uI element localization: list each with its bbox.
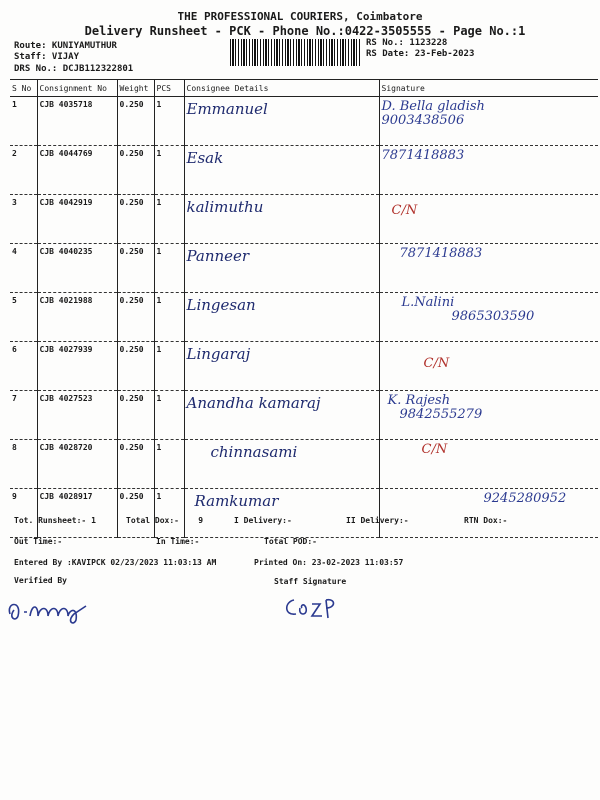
consignee-cell xyxy=(184,342,379,391)
weight: 0.250 xyxy=(117,195,154,244)
consignment-number: CJB 4028917 xyxy=(37,489,117,538)
consignee-name: Panneer xyxy=(186,247,250,265)
column-header: Weight xyxy=(117,80,154,97)
staff-signature-label: Staff Signature xyxy=(274,577,347,586)
weight: 0.250 xyxy=(117,97,154,146)
serial-number: 1 xyxy=(10,97,37,146)
signature-phone: 9842555279 xyxy=(399,407,483,422)
table-header-row xyxy=(10,80,598,97)
serial-number: 3 xyxy=(10,195,37,244)
consignment-number: CJB 4021988 xyxy=(37,293,117,342)
rs-date: RS Date: 23-Feb-2023 xyxy=(366,49,475,59)
signature-cell xyxy=(379,489,598,538)
entered-by: Entered By :KAVIPCK 02/23/2023 11:03:13 AM xyxy=(14,558,217,567)
document-title: THE PROFESSIONAL COURIERS, Coimbatore xyxy=(177,10,423,23)
consignment-number: CJB 4028720 xyxy=(37,440,117,489)
column-header: Signature xyxy=(379,80,598,97)
column-header: S No xyxy=(10,80,37,97)
signature-cell xyxy=(379,391,598,440)
table-row xyxy=(10,440,598,489)
weight: 0.250 xyxy=(117,293,154,342)
pieces: 1 xyxy=(154,244,184,293)
consignment-number: CJB 4035718 xyxy=(37,97,117,146)
consignee-cell xyxy=(184,391,379,440)
document-subtitle: Delivery Runsheet - PCK - Phone No.:0422-3505555 - Page No.:1 xyxy=(84,24,526,38)
signature-cell xyxy=(379,195,598,244)
consignee-name: kalimuthu xyxy=(186,198,264,216)
table-row xyxy=(10,293,598,342)
total-runsheet: Tot. Runsheet:- 1 xyxy=(14,516,96,525)
pieces: 1 xyxy=(154,391,184,440)
weight: 0.250 xyxy=(117,440,154,489)
table-row xyxy=(10,342,598,391)
signature-phone: 9003438506 xyxy=(381,113,465,128)
serial-number: 4 xyxy=(10,244,37,293)
consignee-name: Emmanuel xyxy=(186,100,268,118)
staff-signature-icon xyxy=(282,592,352,622)
signature-phone: 9865303590 xyxy=(451,309,535,324)
consignee-name: Lingesan xyxy=(186,296,256,314)
pieces: 1 xyxy=(154,146,184,195)
consignment-number: CJB 4044769 xyxy=(37,146,117,195)
consignee-name: Anandha kamaraj xyxy=(186,394,321,412)
signature-line: C/N xyxy=(423,356,450,371)
consignment-number: CJB 4027523 xyxy=(37,391,117,440)
consignee-cell xyxy=(184,97,379,146)
consignee-name: Ramkumar xyxy=(194,492,279,510)
signature-line: 9245280952 xyxy=(483,491,567,506)
serial-number: 7 xyxy=(10,391,37,440)
table-row xyxy=(10,489,598,538)
serial-number: 5 xyxy=(10,293,37,342)
drs-number: DRS No.: DCJB112322801 xyxy=(14,64,134,74)
consignee-cell xyxy=(184,440,379,489)
consignee-cell xyxy=(184,195,379,244)
consignment-number: CJB 4042919 xyxy=(37,195,117,244)
runsheet-table xyxy=(10,79,598,538)
weight: 0.250 xyxy=(117,146,154,195)
signature-line: K. Rajesh xyxy=(387,393,451,408)
in-time: In Time:- xyxy=(156,537,200,546)
signature-line: 7871418883 xyxy=(399,246,483,261)
printed-on: Printed On: 23-02-2023 11:03:57 xyxy=(254,558,404,567)
table-row xyxy=(10,97,598,146)
rtn-dox: RTN Dox:- xyxy=(464,516,508,525)
consignment-number: CJB 4040235 xyxy=(37,244,117,293)
column-header: Consignment No xyxy=(37,80,117,97)
weight: 0.250 xyxy=(117,342,154,391)
pieces: 1 xyxy=(154,342,184,391)
weight: 0.250 xyxy=(117,244,154,293)
column-header: PCS xyxy=(154,80,184,97)
signature-line: 7871418883 xyxy=(381,148,465,163)
verified-by-label: Verified By xyxy=(14,576,67,585)
table-row xyxy=(10,195,598,244)
weight: 0.250 xyxy=(117,391,154,440)
out-time: Out Time:- xyxy=(14,537,63,546)
i-delivery: I Delivery:- xyxy=(234,516,292,525)
signature-line: L.Nalini xyxy=(401,295,455,310)
rs-number: RS No.: 1123228 xyxy=(366,38,448,48)
consignee-name: Esak xyxy=(186,149,224,167)
pieces: 1 xyxy=(154,195,184,244)
consignee-cell xyxy=(184,244,379,293)
column-header: Consignee Details xyxy=(184,80,379,97)
consignment-number: CJB 4027939 xyxy=(37,342,117,391)
ii-delivery: II Delivery:- xyxy=(346,516,409,525)
pieces: 1 xyxy=(154,489,184,538)
signature-cell xyxy=(379,440,598,489)
table-row xyxy=(10,146,598,195)
pieces: 1 xyxy=(154,293,184,342)
serial-number: 9 xyxy=(10,489,37,538)
route-label: Route: KUNIYAMUTHUR xyxy=(14,41,117,51)
signature-line: C/N xyxy=(391,203,418,218)
staff-label: Staff: VIJAY xyxy=(14,52,80,62)
serial-number: 8 xyxy=(10,440,37,489)
serial-number: 2 xyxy=(10,146,37,195)
consignee-cell xyxy=(184,489,379,538)
consignee-name: Lingaraj xyxy=(186,345,251,363)
signature-line: D. Bella gladish xyxy=(381,99,485,114)
signature-cell xyxy=(379,342,598,391)
table-row xyxy=(10,244,598,293)
total-dox: Total Dox:- 9 xyxy=(126,516,204,525)
signature-cell xyxy=(379,97,598,146)
pieces: 1 xyxy=(154,440,184,489)
serial-number: 6 xyxy=(10,342,37,391)
signature-cell xyxy=(379,293,598,342)
pieces: 1 xyxy=(154,97,184,146)
signature-cell xyxy=(379,146,598,195)
weight: 0.250 xyxy=(117,489,154,538)
consignee-name: chinnasami xyxy=(210,443,298,461)
barcode-icon xyxy=(230,39,360,66)
total-pod: Total POD:- xyxy=(264,537,317,546)
verifier-signature-icon xyxy=(4,592,94,628)
table-row xyxy=(10,391,598,440)
consignee-cell xyxy=(184,293,379,342)
consignee-cell xyxy=(184,146,379,195)
signature-line: C/N xyxy=(421,442,448,457)
signature-cell xyxy=(379,244,598,293)
